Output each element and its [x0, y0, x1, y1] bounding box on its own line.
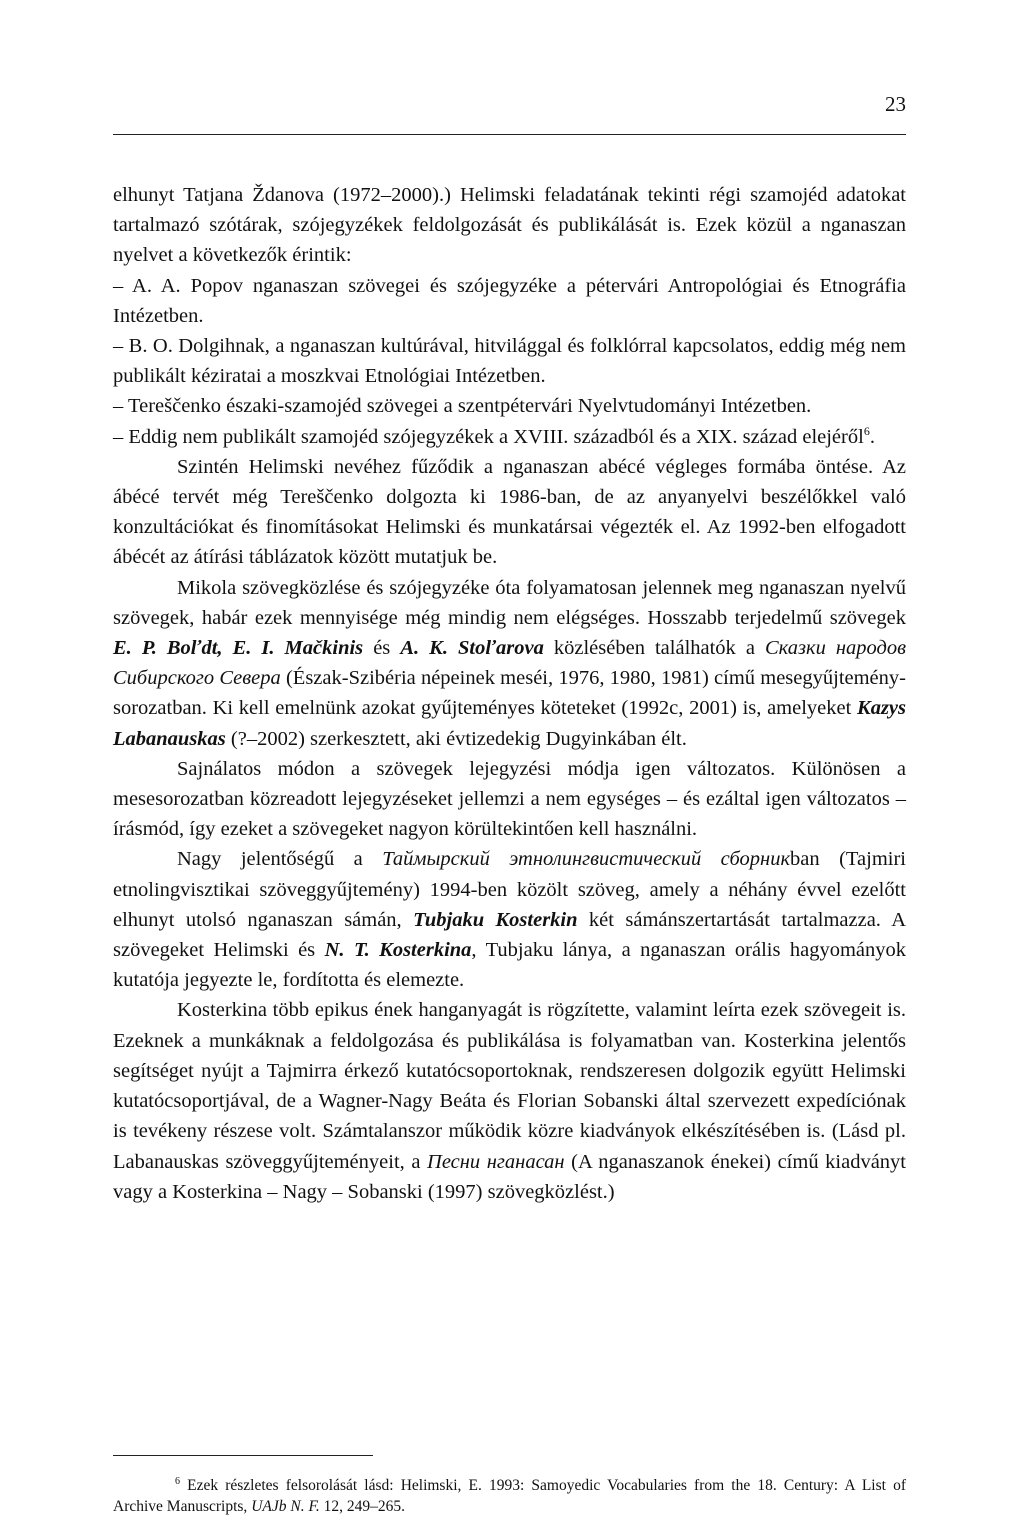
list-item-vocabularies: [113, 422, 906, 452]
text-run: (?–2002) szerkesztett, aki évtizedekig Dugyinkában élt.: [225, 727, 687, 750]
text-run: Kosterkina több epikus ének hanganyagát is rögzítette, valamint leírta ezek szövegeit is. Ezeknek a munkáknak a feldolgozása és publikálása is folyamatban van. Kosterkina jelentős segítséget nyújt a Tajmirra érkező kutatócsoportoknak, rendszeresen dolgozik együtt Helimski kutatócsoportjával, de a Wagner-Nagy Beáta és Florian Sobanski által szervezett expedíciónak is tevékeny részese volt. Számtalanszor működik közre kiadványok elkészítésében is. (Lásd pl. Labanauskas szöveggyűjteményeit, a: [113, 999, 906, 1173]
author-name: Kazys Labanauskas: [113, 697, 906, 750]
body-text: [113, 180, 906, 1207]
text-run: ban (Tajmiri etnolingvisztikai szöveggyűjtemény) 1994-ben közölt szöveg, amely a néhány évvel ezelőtt elhunyt utolsó nganaszan sámán,: [113, 848, 906, 931]
book-title: Песни нганасан: [427, 1150, 565, 1173]
text-run: és: [363, 637, 401, 660]
author-names: E. P. Boľdt, E. I. Mačkinis: [113, 637, 364, 660]
text-run: , Tubjaku lánya, a nganaszan orális hagyományok kutatója jegyezte le, fordította és elemezte.: [113, 939, 907, 992]
paragraph-kosterkina: [113, 995, 906, 1206]
paragraph-alphabet: Szintén Helimski nevéhez fűződik a nganaszan abécé végleges formába öntése. Az ábécé tervét még Tereščenko dolgozta ki 1986-ban, de az anyanyelvi beszélőkkel való konzultációkat és finomításokat Helimski és munkatársai végezték el. Az 1992-ben elfogadott ábécét az átírási táblázatok között mutatjuk be.: [113, 455, 906, 569]
list-item-vocabularies-end: .: [869, 425, 875, 448]
text-run: (Észak-Szibéria népeinek meséi, 1976, 1980, 1981) című mesegyűjtemény-sorozatban. Ki kell emelnünk azokat gyűjteményes köteteket (1992c, 2001) is, amelyeket: [113, 667, 906, 720]
header-rule: [113, 134, 906, 135]
footnote: [113, 1475, 906, 1517]
paragraph-1: elhunyt Tatjana Ždanova (1972–2000).) Helimski feladatának tekinti régi szamojéd adatokat tartalmazó szótárak, szójegyzékek feldolgozását és publikálását is. Ezek közül a nganaszan nyelvet a következők érintik:: [113, 184, 906, 267]
text-run: Mikola szövegközlése és szójegyzéke óta folyamatosan jelennek meg nganaszan nyelvű szövegek, habár ezek mennyisége még mindig nem elégséges. Hosszabb terjedelmű szövegek: [113, 576, 906, 629]
page-number: 23: [885, 92, 906, 116]
person-name: N. T. Kosterkina: [324, 939, 472, 962]
list-item-dolgih: – B. O. Dolgihnak, a nganaszan kultúrával, hitvilággal és folklórral kapcsolatos, eddig még nem publikált kéziratai a moszkvai Etnológiai Intézetben.: [113, 335, 906, 388]
list-item-vocabularies-text: – Eddig nem publikált szamojéd szójegyzékek a XVIII. századból és a XIX. század elejéről: [113, 425, 864, 448]
author-name: A. K. Stoľarova: [400, 637, 544, 660]
footnote-text: [113, 1475, 906, 1517]
text-run: közlésében találhatók a: [543, 637, 765, 660]
book-title: Сказки народов Сибирского Севера: [113, 637, 907, 690]
footnote-mark: 6: [175, 1475, 180, 1487]
text-run: (A nganaszanok énekei) című kiadványt vagy a Kosterkina – Nagy – Sobanski (1997) szövegközlést.): [113, 1150, 906, 1203]
journal-title: UAJb N. F.: [251, 1498, 320, 1515]
paragraph-notation: Sajnálatos módon a szövegek lejegyzési módja igen változatos. Különösen a mesesorozatban közreadott lejegyzéseket jellemzi a nem egységes – és ezáltal igen változatos – írásmód, így ezeket a szövegeket nagyon körültekintően kell használni.: [113, 757, 906, 841]
footnote-rule: [113, 1455, 373, 1456]
list-item-terescenko: – Tereščenko északi-szamojéd szövegei a szentpétervári Nyelvtudományi Intézetben.: [113, 395, 812, 418]
book-title: Таймырский этнолингвистический сборник: [382, 848, 791, 871]
text-run: két sámánszertartását tartalmazza. A szövegeket Helimski és: [113, 908, 906, 962]
person-name: Tubjaku Kosterkin: [413, 908, 578, 931]
text-run: 12, 249–265.: [319, 1498, 406, 1515]
paragraph-mikola: [113, 573, 906, 754]
footnote-ref: 6: [863, 423, 870, 438]
paragraph-taimyr: [113, 844, 906, 995]
list-item-popov: – A. A. Popov nganaszan szövegei és szójegyzéke a pétervári Antropológiai és Etnográfia Intézetben.: [113, 274, 906, 327]
text-run: Nagy jelentőségű a: [177, 848, 383, 871]
text-run: Ezek részletes felsorolását lásd: Helimski, E. 1993: Samoyedic Vocabularies from the 18. Century: A List of Archive Manuscripts,: [113, 1477, 906, 1515]
